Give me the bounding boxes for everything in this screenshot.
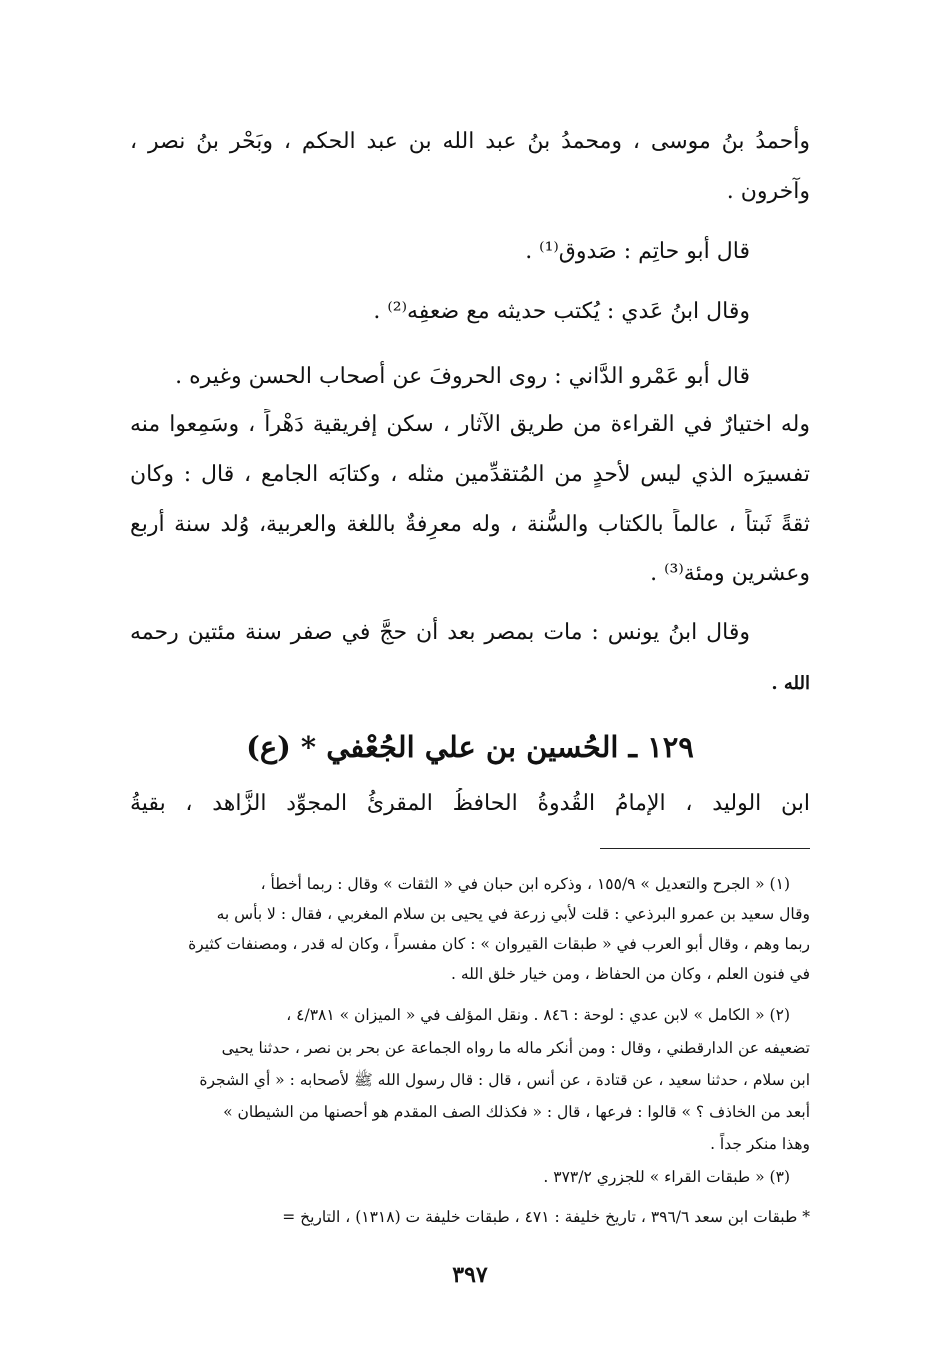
body-line: وأحمدُ بنُ موسى ، ومحمدُ بنُ عبد الله بن عبد الحكم ، وبَحْر بنُ نصر ، xyxy=(130,129,810,154)
footnote-line: أبعد من الخاذف ؟ » قالوا : فرعها ، قال : « فكذلك الصف المقدم هو أحصنها من الشيطان » xyxy=(223,1103,810,1121)
footnote-line: في فنون العلم ، وكان من الحفاظ ، ومن خيار خلق الله . xyxy=(451,965,810,983)
footnote-line: (٣) « طبقات القراء » للجزري ٣٧٣/٢ . xyxy=(543,1168,790,1186)
body-line: وقال ابنُ يونس : مات بمصر بعد أن حجَّ في صفر سنة مئتين رحمه xyxy=(130,620,750,645)
body-line: الله . xyxy=(771,673,810,694)
body-line: وآخرون . xyxy=(726,179,810,204)
footnote-line: وقال سعيد بن عمرو البرذعي : قلت لأبي زرعة في يحيى بن سلام المغربي ، فقال : لا بأس به xyxy=(216,905,810,923)
footnote-line: (١) « الجرح والتعديل » ١٥٥/٩ ، وذكره ابن حبان في « الثقات » وقال : ربما أخطأ ، xyxy=(260,875,790,893)
source-references: * طبقات ابن سعد ٣٩٦/٦ ، تاريخ خليفة : ٤٧١ ، طبقات خليفة ت (١٣١٨) ، التاريخ = xyxy=(282,1208,810,1226)
footnote-separator xyxy=(600,848,810,849)
page-number: ٣٩٧ xyxy=(452,1262,488,1288)
body-line: قال أبو عَمْرو الدَّاني : روى الحروفَ عن أصحاب الحسن وغيره . xyxy=(175,364,750,389)
footnote-line: وهذا منكر جداً . xyxy=(710,1135,810,1153)
body-line: وقال ابنُ عَدي : يُكتب حديثه مع ضعفِه⁽²⁾ . xyxy=(373,299,750,324)
entry-first-line: ابن الوليد ، الإمامُ القُدوةُ الحافظُ المقرئُ المجوِّد الزَّاهد ، بقيةُ xyxy=(130,791,810,816)
footnote-line: ابن سلام ، حدثنا سعيد ، عن قتادة ، عن أنس ، قال : قال رسول الله ﷺ لأصحابه : « أي الشجرة xyxy=(199,1071,810,1089)
footnote-line: (٢) « الكامل » لابن عدي : لوحة : ٨٤٦ . ونقل المؤلف في « الميزان » ٤/٣٨١ ، xyxy=(286,1006,790,1024)
body-line: ثقةً ثَبتاً ، عالماً بالكتاب والسُّنة ، وله معرِفةٌ باللغة والعربية، وُلد سنة أربع xyxy=(130,512,810,537)
body-line: قال أبو حاتِم : صَدوق⁽¹⁾ . xyxy=(525,239,750,264)
footnote-line: تضعيفه عن الدارقطني ، وقال : ومن أنكر ماله ما رواه الجماعة عن بحر بن نصر ، حدثنا يحيى xyxy=(221,1039,810,1057)
body-line: تفسيرَه الذي ليس لأحدٍ من المُتقدِّمين مثله ، وكتابَه الجامع ، قال : وكان xyxy=(130,462,810,487)
footnote-line: ربما وهم ، وقال أبو العرب في « طبقات القيروان » : كان مفسراً ، وكان له قدر ، ومصنفات كثيرة xyxy=(188,935,810,953)
body-line: وعشرين ومئة⁽³⁾ . xyxy=(650,561,810,586)
body-line: وله اختيارٌ في القراءة من طريق الآثار ، سكن إفريقية دَهْراً ، وسَمِعوا منه xyxy=(130,412,810,437)
entry-title: ١٢٩ ـ الحُسين بن علي الجُعْفي * (ع) xyxy=(246,730,694,764)
